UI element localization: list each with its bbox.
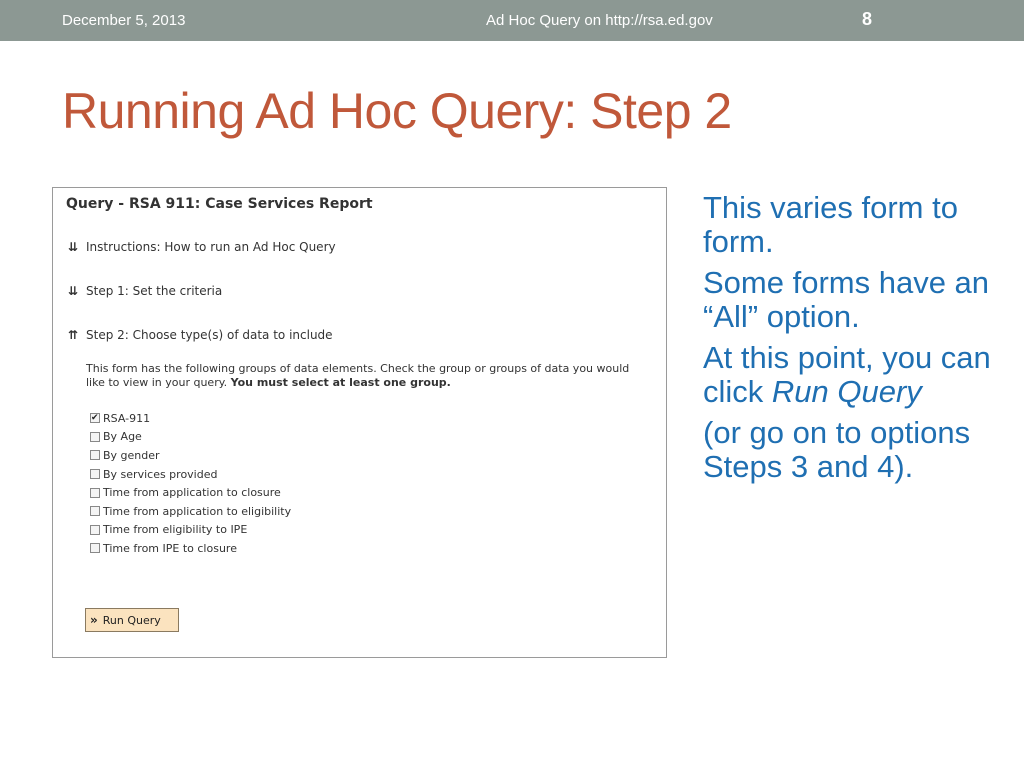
- checkbox[interactable]: [90, 413, 100, 423]
- checkbox-label: Time from eligibility to IPE: [103, 523, 248, 537]
- checkbox-label: Time from application to closure: [103, 486, 281, 500]
- slide-number: 8: [862, 9, 873, 29]
- checkbox-label: By services provided: [103, 467, 218, 481]
- chevron-double-down-icon: ⇊: [67, 284, 79, 298]
- section-label: Step 2: Choose type(s) of data to include: [86, 328, 333, 342]
- checkbox-by-gender[interactable]: [90, 446, 291, 465]
- section-label: Instructions: How to run an Ad Hoc Query: [86, 240, 336, 254]
- note-paragraph-2: Some forms have an “All” option.: [703, 265, 990, 334]
- checkbox[interactable]: [90, 488, 100, 498]
- checkbox-label: Time from IPE to closure: [103, 541, 237, 555]
- step2-section-toggle[interactable]: [67, 328, 333, 342]
- chevron-double-down-icon: ⇊: [67, 240, 79, 254]
- checkbox-app-to-closure[interactable]: [90, 483, 291, 502]
- data-group-checkbox-list: [90, 409, 291, 558]
- description-bold-text: You must select at least one group.: [230, 376, 451, 389]
- checkbox-label: By gender: [103, 448, 160, 462]
- checkbox-eligibility-to-ipe[interactable]: [90, 521, 291, 540]
- instructions-section-toggle[interactable]: [67, 240, 336, 254]
- checkbox-label: RSA-911: [103, 411, 151, 425]
- description-text: This form has the following groups of data elements. Check the group or groups of data you would like to view in your query.: [86, 362, 630, 389]
- query-title: Query - RSA 911: Case Services Report: [66, 196, 373, 212]
- checkbox-app-to-eligibility[interactable]: [90, 502, 291, 521]
- checkbox-by-services[interactable]: [90, 465, 291, 484]
- query-screenshot-panel: [52, 187, 667, 658]
- checkbox[interactable]: [90, 469, 100, 479]
- checkbox-rsa-911[interactable]: [90, 409, 291, 428]
- slide-title: Running Ad Hoc Query: Step 2: [62, 83, 732, 139]
- checkbox[interactable]: [90, 450, 100, 460]
- run-query-label: Run Query: [102, 613, 161, 627]
- step2-description: [86, 362, 646, 390]
- section-label: Step 1: Set the criteria: [86, 284, 223, 298]
- checkbox-by-age[interactable]: [90, 428, 291, 447]
- checkbox[interactable]: [90, 432, 100, 442]
- checkbox[interactable]: [90, 506, 100, 516]
- double-chevron-right-icon: »: [90, 613, 98, 627]
- note-paragraph-3: [703, 341, 1003, 409]
- header-date: December 5, 2013: [62, 12, 186, 29]
- checkbox-label: Time from application to eligibility: [103, 504, 292, 518]
- note-run-query-italic: Run Query: [771, 374, 922, 409]
- checkbox[interactable]: [90, 525, 100, 535]
- checkbox-ipe-to-closure[interactable]: [90, 539, 291, 558]
- slide-notes: [703, 191, 1003, 491]
- note-paragraph-4: (or go on to options Steps 3 and 4).: [703, 415, 971, 484]
- checkbox-label: By Age: [103, 430, 142, 444]
- header-center-text: Ad Hoc Query on http://rsa.ed.gov: [486, 12, 713, 29]
- slide-header-bar: [0, 0, 1024, 41]
- run-query-button[interactable]: [85, 608, 179, 632]
- note-paragraph-1: This varies form to form.: [703, 190, 958, 259]
- note-paragraph-3-text: At this point, you can click: [703, 340, 991, 409]
- checkbox[interactable]: [90, 543, 100, 553]
- step1-section-toggle[interactable]: [67, 284, 222, 298]
- chevron-double-up-icon: ⇈: [67, 328, 79, 342]
